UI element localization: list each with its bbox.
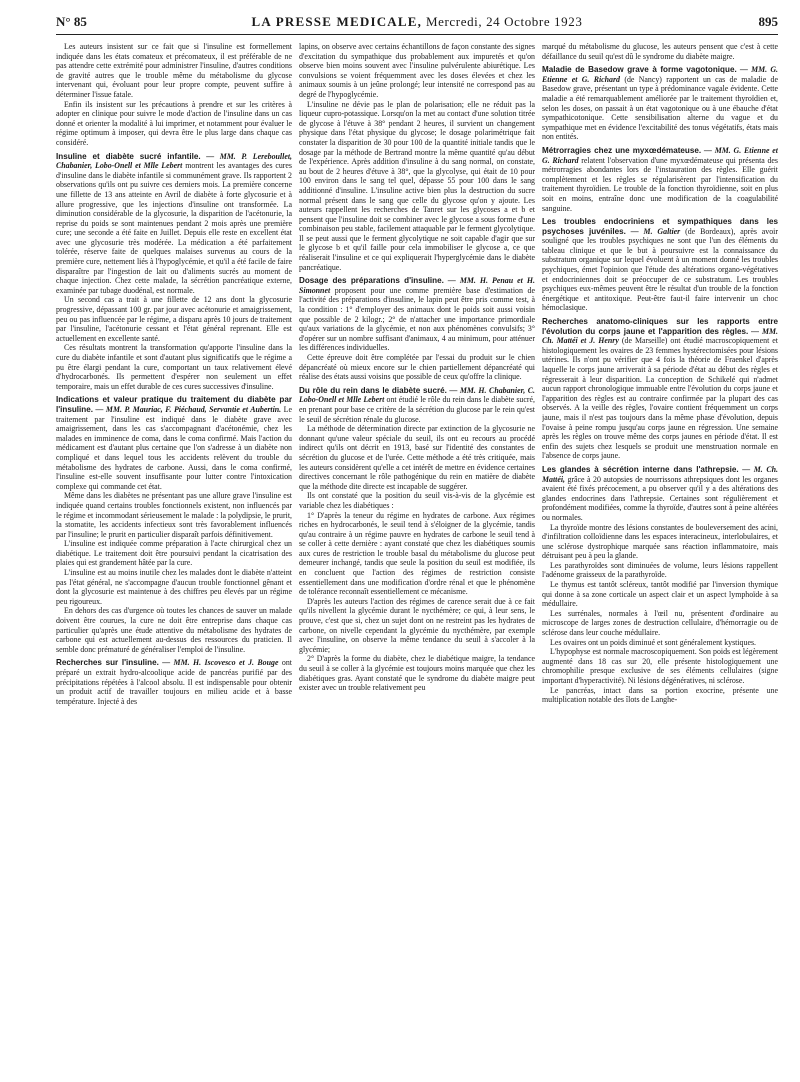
paragraph: L'insuline ne dévie pas le plan de polarisation; elle ne réduit pas la liqueur cupro-potassique. Lorsqu'on la met au contact d'une solution titrée de glycose à l'étuve à 38° pendant 2 heures, il survient un changement physique dans l'état physique du glycose; le dosage polarimétrique fait constater la disparition de 30 pour 100 de la quantité initiale tandis que le dosage par la méthode de Bertrand montre la même quantité qu'au début de l'expérience. Après addition d'insuline à du sang normal, on constate, au bout de 2 heures d'étuve à 38°, que la glycolyse, qui était de 10 pour 100 environ dans le sang tel quel, dépasse 55 pour 100 dans le sang additionné d'insuline. L'insuline active bien plus la destruction du sucre normal présent dans le sang que celle du glycose qu'on y ajoute. Les auteurs rappellent les recherches de Tanret sur les glycoses a et b et pensent que l'insuline doit se combiner avec le glycose a sous forme d'une combinaison peu stable, facilement attaquable par le ferment glycolytique. Il se peut aussi que le ferment glycolytique ne soit capable d'agir que sur le glycose b et qu'il faille pour cela immobiliser le glycose a, ce que réaliserait l'insuline et ce qui expliquerait l'hyperglycémie dans le diabète pancréatique. bbox=[299, 99, 535, 272]
issue-number: N° 85 bbox=[56, 14, 87, 29]
article-text: grâce à 20 autopsies de nourrissons athrepsiques dont les organes avaient été fixés précocement, a pu observer qu'il y a des altérations des glandes endocrines dans l'athrepsie. Certaines sont régulièrement et profondément modifiées, comme la thyroïde, d'autres sont à peine altérées ou normales. bbox=[542, 474, 778, 522]
article-authors: — MM. H. Chabanier, C. Lobo-Onell et Mlle Lebert bbox=[299, 385, 535, 405]
paragraph: La méthode de détermination directe par extinction de la glycosurie ne donnant qu'une valeur spéciale du seuil, ils ont eu recours au procédé indirect qu'ils ont décrit en 1913, basé sur l'identité des constantes de sécrétion du glucose et de l'urée. Cette méthode a été très critiquée, mais les auteurs considèrent qu'elle a cet intérêt de mettre en évidence certaines directives concernant le rôle pathogénique du rein en matière de diabète que la méthode dite directe est incapable de suggérer. bbox=[299, 424, 535, 491]
article-authors: — MM. P. Lereboullet, Chabanier, Lobo-Onell et Mlle Lebert bbox=[56, 151, 292, 171]
article-glandes-athrepsie bbox=[542, 465, 778, 523]
paragraph: Cette épreuve doit être complétée par l'essai du produit sur le chien dépancréaté où mieux encore sur le chien partiellement dépancréaté qui réalise des états aussi voisins que possible de ceux qu'offre la clinique. bbox=[299, 353, 535, 382]
article-heading: Métrorragies chez une myxœdémateuse. bbox=[542, 145, 702, 155]
article-heading: Indications et valeur pratique du traitement du diabète par l'insuline. bbox=[56, 395, 292, 414]
paragraph: Les auteurs insistent sur ce fait que si l'insuline est formellement indiquée dans les états comateux et précomateux, il est préférable de ne pas attendre cette extrémité pour administrer l'insuline, d'autres conditions de gravité autres que le trouble même du métabolisme du glycose intervenant qui, évoluant pour leur propre compte, peuvent suffire à déterminer l'issue fatale. bbox=[56, 42, 292, 99]
paragraph: L'hypophyse est normale macroscopiquement. Son poids est légèrement augmenté dans 18 cas sur 20, elle présente histologiquement une chromophilie presque exclusive de ses éléments cellulaires (signe important d'hyperactivité). Ni lésions dégénératives, ni sclérose. bbox=[542, 647, 778, 685]
article-heading: Recherches sur l'insuline. bbox=[56, 658, 159, 668]
article-text: ont préparé un extrait hydro-alcoolique acide de pancréas purifié par des précipitations répétées à l'alcool absolu. Il est indispensable pour obtenir un produit actif de travailler toujours en milieu acide et à basse température. Injecté à des bbox=[56, 658, 292, 706]
article-basedow bbox=[542, 65, 778, 142]
paragraph: Ces résultats montrent la transformation qu'apporte l'insuline dans la cure du diabète infantile et sont d'autant plus significatifs que le régime a pu être élargi pendant la cure, comportant un taux relativement élevé d'hydrocarbonés. Ils permettent d'espérer non seulement un effet temporaire, mais un effet durable de ces cures successives d'insuline. bbox=[56, 343, 292, 391]
article-authors: — MM. G. Etienne et G. Richard bbox=[542, 145, 778, 165]
article-metrorragies bbox=[542, 146, 778, 213]
paragraph: Même dans les diabètes ne présentant pas une allure grave l'insuline est indiquée quand certains troubles fonctionnels existent, non influencés par le régime et incommodant sérieusement le malade : la polydipsie, le prurit, la stomatite, les accidents infectieux sont très favorablement influencés par l'insuline; le prurit en particulier disparaît parfois définitivement. bbox=[56, 491, 292, 539]
paragraph: Ils ont constaté que la position du seuil vis-à-vis de la glycémie est variable chez les diabétiques : bbox=[299, 491, 535, 510]
article-role-du-rein bbox=[299, 386, 535, 424]
paragraph: En dehors des cas d'urgence où toutes les chances de sauver un malade doivent être courues, la cure ne doit être entreprise dans chaque cas particulier qu'après une étude attentive du métabolisme des hydrates de carbone qui est actuellement au-dessus des ressources du praticien. Il semble donc prématuré de généraliser l'emploi de l'insuline. bbox=[56, 606, 292, 654]
article-heading: Recherches anatomo-cliniques sur les rapports entre l'évolution du corps jaune et l'apparition des règles. bbox=[542, 317, 778, 336]
article-corps-jaune bbox=[542, 317, 778, 461]
article-text: Le traitement par l'insuline est indiqué dans le diabète grave avec amaigrissement, dans les cas s'accompagnant d'acétonémie, chez les malades en imminence de coma, dans le coma confirmé. Mais l'action du médicament est d'autant plus certaine que l'on s'adresse à un diabète non compliqué et dans lequel tous les accidents relèvent du trouble du métabolisme des hydrates de carbone. Aussi, dans le coma confirmé, l'insuline est-elle souvent insuffisante pour lutter contre l'intoxication complexe qui commande cet état. bbox=[56, 404, 292, 491]
paragraph: Les parathyroïdes sont diminuées de volume, leurs lésions rappellent l'adénome graisseux de la parathyroïde. bbox=[542, 560, 778, 580]
article-insuline-diabete-infantile bbox=[56, 152, 292, 296]
article-authors: — MM. H. Iscovesco et J. Bouge bbox=[162, 658, 279, 668]
article-authors: — MM. H. Penau et H. Simonnet bbox=[299, 276, 535, 295]
paragraph: La thyroïde montre des lésions constantes de bouleversement des acini, d'infiltration colloïdienne dans les espaces interacineux, interlobulaires, et une sclérose dystrophique marquée sans réaction inflammatoire, mais détruisant peu à peu la glande. bbox=[542, 522, 778, 561]
paragraph: 2° D'après la forme du diabète, chez le diabétique maigre, la tendance du seuil à se coller à la glycémie est toujours moins marquée que chez les diabétiques gras. Ayant constaté que le syndrome du diabète maigre peut exister avec un trouble relativement peu bbox=[299, 654, 535, 693]
paragraph: Enfin ils insistent sur les précautions à prendre et sur les critères à adopter en clinique pour suivre le mode d'action de l'insuline dans un cas donné et orienter la modalité à lui imprimer, et notamment pour évaluer le régime optimum à imposer, qui devra être le plus large dans chaque cas considéré. bbox=[56, 99, 292, 147]
article-text: (de Bordeaux), après avoir souligné que les troubles psychiques ne sont que l'un des éléments du tableau clinique et que le but à poursuivre est la connaissance du substratum organique sur lequel évoluent à un moment donné les troubles psychiques, émet l'opinion que l'étude des altérations organo-végétatives et endocriniennes doit se préoccuper de ce substratum. Les troubles psychiques eux-mêmes peuvent être le résultat d'un trouble de la fonction énergétique et antitoxique. Peut-être faut-il faire intervenir un choc hémoclasique. bbox=[542, 226, 778, 313]
article-psychoses-juveniles bbox=[542, 217, 778, 313]
article-heading: Les glandes à sécrétion interne dans l'athrepsie. bbox=[542, 464, 739, 474]
article-heading: Les troubles endocriniens et sympathiques dans les psychoses juvéniles. bbox=[542, 217, 778, 236]
paragraph: Le thymus est tantôt scléreux, tantôt modifié par l'inversion thymique qui donne à sa zone corticale un aspect clair et un aspect lymphoïde à sa médullaire. bbox=[542, 580, 778, 609]
paragraph: Les ovaires ont un poids diminué et sont généralement kystiques. bbox=[550, 637, 756, 647]
article-text: proposent pour une comme première base d'estimation de l'activité des préparations d'insuline, le lapin peut être pris comme test, à la condition : 1° d'employer des animaux dont le poids soit aussi voisin que possible de 2 kilogr.; 2° de n'attacher une importance primordiale qu'aux variations de la glycémie, et non aux phénomènes convulsifs; 3° d'opérer sur un nombre suffisant d'animaux, 4 au minimum, pour atténuer les différences individuelles. bbox=[299, 285, 535, 353]
paragraph: Un second cas a trait à une fillette de 12 ans dont la glycosurie progressive, dépassant 100 gr. par jour avec acétonurie et amaigrissement, peu ou pas influencée par le régime, a disparu après 10 jours de traitement par l'insuline, l'acétonurie cessant et l'état général reprenant. Elle est actuellement en excellente santé. bbox=[56, 295, 292, 343]
article-heading: Du rôle du rein dans le diabète sucré. bbox=[299, 385, 447, 395]
article-dosage-insuline bbox=[299, 276, 535, 353]
column-1 bbox=[56, 42, 292, 1074]
paragraph: lapins, on observe avec certains échantillons de façon constante des signes d'excitation du sympathique dus probablement aux impuretés et qu'on observe bien moins souvent avec l'insuline pulvérulente abiurétique. Les convulsions se voient fréquemment avec les doses élevées et chez les animaux soumis à un jeûne prolongé; leur intensité ne correspond pas au degré de l'hypoglycémie. bbox=[299, 42, 535, 99]
article-heading: Maladie de Basedow grave à forme vagotonique. bbox=[542, 65, 737, 75]
paragraph: marqué du métabolisme du glucose, les auteurs pensent que c'est à cette défaillance du seuil qu'est dû le syndrome du diabète maigre. bbox=[542, 42, 778, 61]
paragraph: Le pancréas, intact dans sa portion exocrine, présente une multiplication notable des îlots de Langhe- bbox=[542, 685, 778, 705]
journal-name: LA PRESSE MEDICALE, bbox=[251, 14, 423, 29]
article-text: (de Nancy) rapportent un cas de maladie de Basedow grave, présentant un type à prédominance vagale évidente. Cette maladie a été remarquablement améliorée par le traitement thyroïdien et, selon les doses, on passait à un état vagotonique ou à une ébauche d'état sympathicotonique. Cette sensibilisation alterne du vague et du sympathique met en évidence l'excitabilité des tonus végétatifs, états mais non entités. bbox=[542, 74, 778, 142]
article-text: (de Marseille) ont étudié macroscopiquement et histologiquement les ovaires de 23 femmes hystérectomisées pour lésions utérines. Ils n'ont pu vérifier que 4 fois la théorie de Fraenkel d'après laquelle le corps jaune arriverait à sa période d'état au début des règles et régresserait à leur disparition. La conception de Schikelé qui n'admet aucun rapport chronologique immuable entre l'évolution du corps jaune et l'apparition des règles est au contraire confirmée par la plupart des cas observés. A la veille des règles, l'ovaire contient fréquemment un corps jaune, mais il n'est pas toujours dans la même phase d'évolution, depuis l'ovaise à peine rompu jusqu'au corps jaune en régression. Une semaine après les règles on trouve même des corps jaunes en période d'état. Il est enfin des sujets chez lesquels se produit une menstruation normale en l'absence de corps jaune. bbox=[542, 336, 778, 461]
page-header bbox=[56, 14, 778, 34]
journal-title-line bbox=[56, 14, 778, 30]
article-text: montrent les avantages des cures d'insuline dans le diabète infantile si communément grave. Ils rapportent 2 observations qu'ils ont pu suivre ces derniers mois. La première concerne une fillette de 13 ans atteinte en Avril de diabète à forte glycosurie et à allure progressive, que les injections d'insuline ont transformée. La diminution considérable de la glycosurie, la disparition de l'acétonurie, la reprise du poids se sont maintenues pendant 2 mois après une première cure; une seconde a été faite en Juillet. Depuis elle reste en excellent état avec une glycosurie très modérée. La médication a été parfaitement tolérée, réserve faite de quelques malaises survenus au cours de la première cure, nettement liés à l'hypoglycémie, et qu'il a été facile de faire disparaître par l'ingestion de lait ou d'aliments sucrés au moment de chaque injection. Chez cette malade, la sécrétion pancréatique externe, examinée par tubage duodénal, est normale. bbox=[56, 161, 292, 295]
article-authors: — M. Galtier bbox=[630, 226, 681, 236]
article-recherches-insuline bbox=[56, 658, 292, 706]
article-heading: Dosage des préparations d'insuline. bbox=[299, 276, 444, 286]
header-rule bbox=[56, 34, 778, 35]
article-authors: — M. Ch. Mattéi, bbox=[542, 464, 778, 484]
paragraph: L'insuline est indiquée comme préparation à l'acte chirurgical chez un diabétique. Le traitement doit être poursuivi pendant la cicatrisation des plaies qui est grandement hâtée par la cure. bbox=[56, 539, 292, 568]
article-authors: — MM. P. Mauriac, F. Piéchaud, Servantie et Aubertin. bbox=[95, 404, 282, 414]
paragraph: 1° D'après la teneur du régime en hydrates de carbone. Aux régimes riches en hydrocarbonés, le seuil tend à s'éloigner de la glycémie, tandis qu'au contraire à un régime pauvre en hydrates de carbone le seuil tend à se coller à cette dernière : ayant constaté que chez les diabétiques soumis aux cures de restriction le trouble basal du métabolisme du glucose peut demeurer inchangé, tandis que seule la position du seuil est modifiée, ils en concluent que l'action des régimes de restriction consiste essentiellement dans une modification d'ordre rénal et que le phénomène de tolérance reconnaît essentiellement ce mécanisme. bbox=[299, 510, 535, 597]
paragraph: Les surrénales, normales à l'œil nu, présentent d'ordinaire au microscope de larges zones de destruction cellulaire, d'hémorragie ou de sclérose dans leur couche médullaire. bbox=[542, 608, 778, 638]
article-heading: Insuline et diabète sucré infantile. bbox=[56, 151, 201, 161]
article-authors: — MM. G. Etienne et G. Richard bbox=[542, 65, 778, 84]
article-text: ont étudié le rôle du rein dans le diabète sucré, en prenant pour base ce critère de la sécrétion du glucose par le rein qu'est le seuil de sécrétion rénale du glucose. bbox=[299, 395, 535, 424]
article-indications-insuline bbox=[56, 395, 292, 491]
column-2 bbox=[299, 42, 535, 1074]
paragraph: L'insuline est au moins inutile chez les malades dont le diabète n'atteint pas l'état général, ne s'accompagne d'aucun trouble fonctionnel gênant et dont la glycosurie est maintenue à des chiffres peu élevés par un régime peu rigoureux. bbox=[56, 568, 292, 606]
column-3 bbox=[542, 42, 778, 1074]
article-text: relatent l'observation d'une myxœdémateuse qui présenta des métrorragies abondantes lors de l'instauration des règles. Elle guérit complètement et les règles se régularisèrent par l'intensification du traitement thyroïdien. Le trouble de la fonction thyroïdienne, soit en plus soit en moins, entraîne donc une modification de la coagulabilité sanguine. bbox=[542, 155, 778, 213]
page-number: 895 bbox=[758, 14, 778, 29]
article-authors: — MM. Ch. Mattéi et J. Henry bbox=[542, 326, 778, 346]
paragraph: D'après les auteurs l'action des régimes de carence serait due à ce fait qu'ils nivellent la glycémie durant le nycthémère; ce qui, à leur sens, le prouve, c'est que si, chez un sujet dont on ne restreint pas les hydrates de carbone, on nivelle cependant la glycémie du nycthémère, par exemple avec l'insuline, on observe la même tendance du seuil à s'accoler à la glycémie; bbox=[299, 596, 535, 654]
issue-date: Mercredi, 24 Octobre 1923 bbox=[425, 14, 583, 29]
